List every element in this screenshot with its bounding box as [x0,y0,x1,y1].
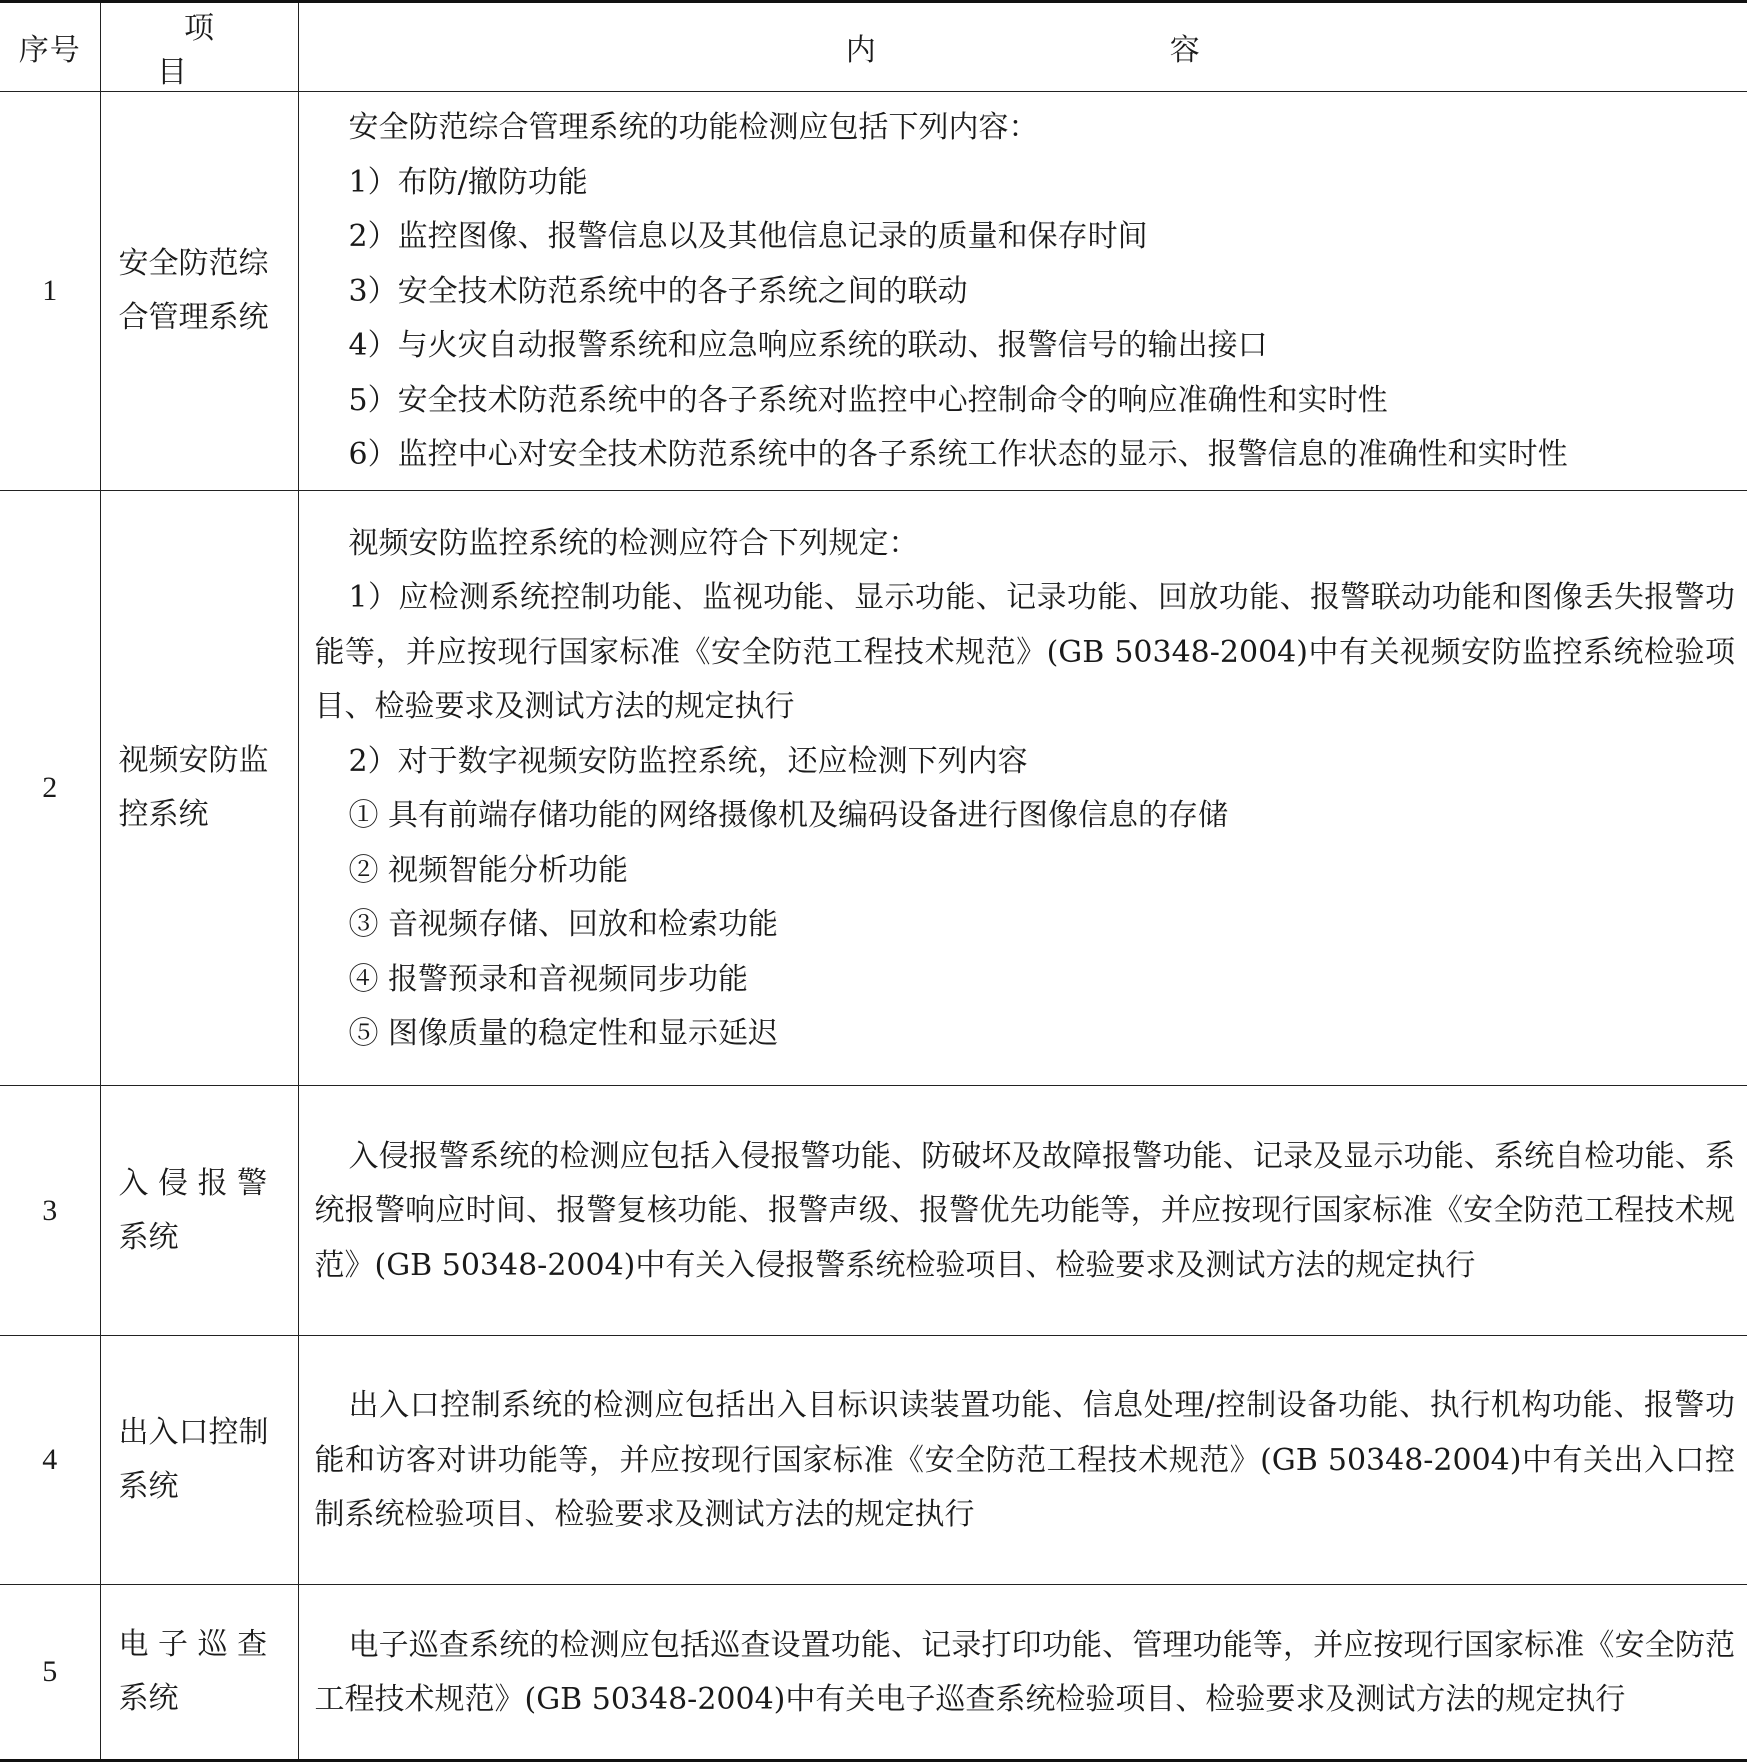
row-content [298,1336,1747,1585]
content-subitem: ④ 报警预录和音视频同步功能 [348,961,749,997]
content-lead: 视频安防监控系统的检测应符合下列规定： [348,525,919,561]
content-paragraph: 出入口控制系统的检测应包括出入目标识读装置功能、信息处理/控制设备功能、执行机构功能、报警功能和访客对讲功能等，并应按现行国家标准《安全防范工程技术规范》(GB 50348-2004)中有关出入口控制系统检验项目、检验要求及测试方法的规定执行 [314,1388,1735,1533]
row-item [100,1585,298,1761]
row-item [100,1086,298,1336]
content-item: 3）安全技术防范系统中的各子系统之间的联动 [348,273,968,309]
content-paragraph: 电子巡查系统的检测应包括巡查设置功能、记录打印功能、管理功能等，并应按现行国家标准《安全防范工程技术规范》(GB 50348-2004)中有关电子巡查系统检验项目、检验要求及测试方法的规定执行 [314,1627,1735,1717]
row-item-line: 出入口控制 [118,1415,269,1450]
row-item-line: 系统 [118,1219,179,1255]
row-content [298,92,1747,491]
row-item [100,92,298,491]
table-header-row [0,2,1747,92]
table-row [0,491,1747,1086]
header-item: 项 目 [100,2,298,92]
row-content [298,1585,1747,1761]
row-number: 2 [0,491,100,1086]
content-item: 1）布防/撤防功能 [348,164,588,200]
row-item [100,1336,298,1585]
row-item-line: 系统 [118,1469,179,1504]
row-item-line: 视频安防监 [118,743,269,778]
row-number: 3 [0,1086,100,1336]
row-item-line: 安全防范综 [118,246,269,281]
content-item: 2）对于数字视频安防监控系统，还应检测下列内容 [348,743,1028,779]
header-number: 序号 [0,2,100,92]
content-item: 2）监控图像、报警信息以及其他信息记录的质量和保存时间 [348,219,1148,255]
table-row [0,92,1747,491]
table-row [0,1585,1747,1761]
row-item [100,491,298,1086]
row-number: 5 [0,1585,100,1761]
row-item-line: 控系统 [118,797,209,832]
content-subitem: ③ 音视频存储、回放和检索功能 [348,907,779,942]
header-content: 内 容 [298,2,1747,92]
row-number: 1 [0,92,100,491]
content-subitem: ② 视频智能分析功能 [348,852,629,888]
row-item-line: 入 侵 报 警 [118,1165,268,1201]
row-number: 4 [0,1336,100,1585]
row-content [298,1086,1747,1336]
content-item: 4）与火灾自动报警系统和应急响应系统的联动、报警信号的输出接口 [348,328,1268,364]
row-content [298,491,1747,1086]
content-subitem: ① 具有前端存储功能的网络摄像机及编码设备进行图像信息的存储 [348,798,1229,833]
table-row [0,1086,1747,1336]
content-item: 6）监控中心对安全技术防范系统中的各子系统工作状态的显示、报警信息的准确性和实时性 [348,437,1568,473]
table-row [0,1336,1747,1585]
row-item-line: 合管理系统 [118,300,269,335]
content-item: 5）安全技术防范系统中的各子系统对监控中心控制命令的响应准确性和实时性 [348,382,1388,418]
content-subitem: ⑤ 图像质量的稳定性和显示延迟 [348,1016,779,1051]
content-paragraph: 入侵报警系统的检测应包括入侵报警功能、防破坏及故障报警功能、记录及显示功能、系统自检功能、系统报警响应时间、报警复核功能、报警声级、报警优先功能等，并应按现行国家标准《安全防范工程技术规范》(GB 50348-2004)中有关入侵报警系统检验项目、检验要求及测试方法的规定执行 [314,1138,1735,1283]
content-paragraph: 1）应检测系统控制功能、监视功能、显示功能、记录功能、回放功能、报警联动功能和图像丢失报警功能等，并应按现行国家标准《安全防范工程技术规范》(GB 50348-2004)中有关视频安防监控系统检验项目、检验要求及测试方法的规定执行 [314,580,1735,724]
content-lead: 安全防范综合管理系统的功能检测应包括下列内容： [348,110,1039,146]
row-item-line: 系统 [118,1681,179,1716]
row-item-line: 电 子 巡 查 [118,1627,268,1662]
